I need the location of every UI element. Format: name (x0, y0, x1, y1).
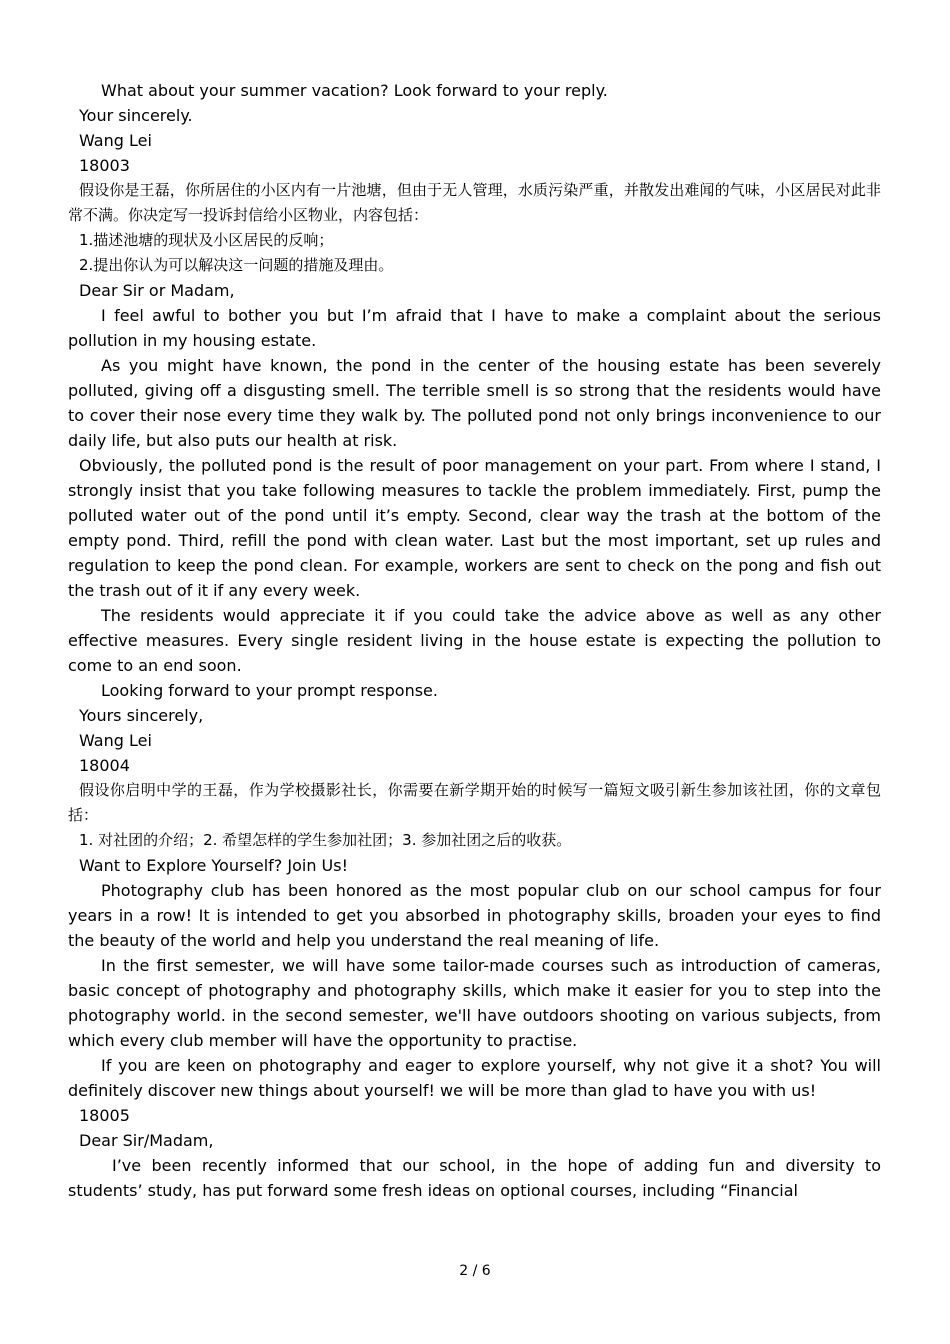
salutation: Dear Sir/Madam, (79, 1131, 214, 1150)
page-number: 2 / 6 (459, 1263, 491, 1279)
letter-paragraph: The residents would appreciate it if you could take the advice above as well as any other effective measures. Every single resident living in the house estate is expecting the pollution to come to an end soon. (68, 606, 881, 675)
task-requirement: 1.描述池塘的现状及小区居民的反响； (79, 231, 334, 249)
closing-line: Looking forward to your prompt response. (101, 681, 438, 700)
task-prompt: 假设你启明中学的王磊，作为学校摄影社长，你需要在新学期开始的时候写一篇短文吸引新生参加该社团，你的文章包括： (68, 781, 881, 824)
task-prompt: 假设你是王磊，你所居住的小区内有一片池塘，但由于无人管理，水质污染严重，并散发出难闻的气味，小区居民对此非常不满。你决定写一投诉封信给小区物业，内容包括： (68, 181, 881, 224)
task-requirement: 2.提出你认为可以解决这一问题的措施及理由。 (79, 256, 394, 274)
essay-paragraph: If you are keen on photography and eager to explore yourself, why not give it a shot? You will definitely discover new things about yourself! we will be more than glad to have you with us! (68, 1056, 881, 1100)
signature-name: Wang Lei (79, 131, 152, 150)
essay-paragraph: In the first semester, we will have some tailor-made courses such as introduction of cameras, basic concept of photography and photography skills, which make it easier for you to step into the photography world. in the second semester, we'll have outdoors shooting on various subjects, from which every club member will have the opportunity to practise. (68, 956, 881, 1050)
item-number: 18003 (79, 156, 130, 175)
item-number: 18005 (79, 1106, 130, 1125)
sign-off: Your sincerely. (79, 106, 193, 125)
closing-line: What about your summer vacation? Look forward to your reply. (101, 81, 608, 100)
essay-paragraph: Photography club has been honored as the most popular club on our school campus for four years in a row! It is intended to get you absorbed in photography skills, broaden your eyes to find the beauty of the world and help you understand the real meaning of life. (68, 881, 881, 950)
letter-paragraph: I feel awful to bother you but I’m afraid that I have to make a complaint about the serious pollution in my housing estate. (68, 306, 881, 350)
item-number: 18004 (79, 756, 130, 775)
letter-paragraph: Obviously, the polluted pond is the result of poor management on your part. From where I stand, I strongly insist that you take following measures to tackle the problem immediately. First, pump the polluted water out of the pond until it’s empty. Second, clear way the trash at the bottom of the empty pond. Third, refill the pond with clean water. Last but the most important, set up rules and regulation to keep the pond clean. For example, workers are sent to check on the pong and fish out the trash out of it if any every week. (68, 456, 881, 600)
letter-paragraph: As you might have known, the pond in the center of the housing estate has been severely polluted, giving off a disgusting smell. The terrible smell is so strong that the residents would have to cover their nose every time they walk by. The polluted pond not only brings inconvenience to our daily life, but also puts our health at risk. (68, 356, 881, 450)
task-requirement: 1. 对社团的介绍；2. 希望怎样的学生参加社团；3. 参加社团之后的收获。 (79, 831, 572, 849)
signature-name: Wang Lei (79, 731, 152, 750)
document-body (68, 78, 881, 1203)
letter-paragraph: I’ve been recently informed that our school, in the hope of adding fun and diversity to students’ study, has put forward some fresh ideas on optional courses, including “Financial (68, 1156, 881, 1200)
sign-off: Yours sincerely, (79, 706, 204, 725)
essay-title: Want to Explore Yourself? Join Us! (79, 856, 349, 875)
salutation: Dear Sir or Madam, (79, 281, 235, 300)
